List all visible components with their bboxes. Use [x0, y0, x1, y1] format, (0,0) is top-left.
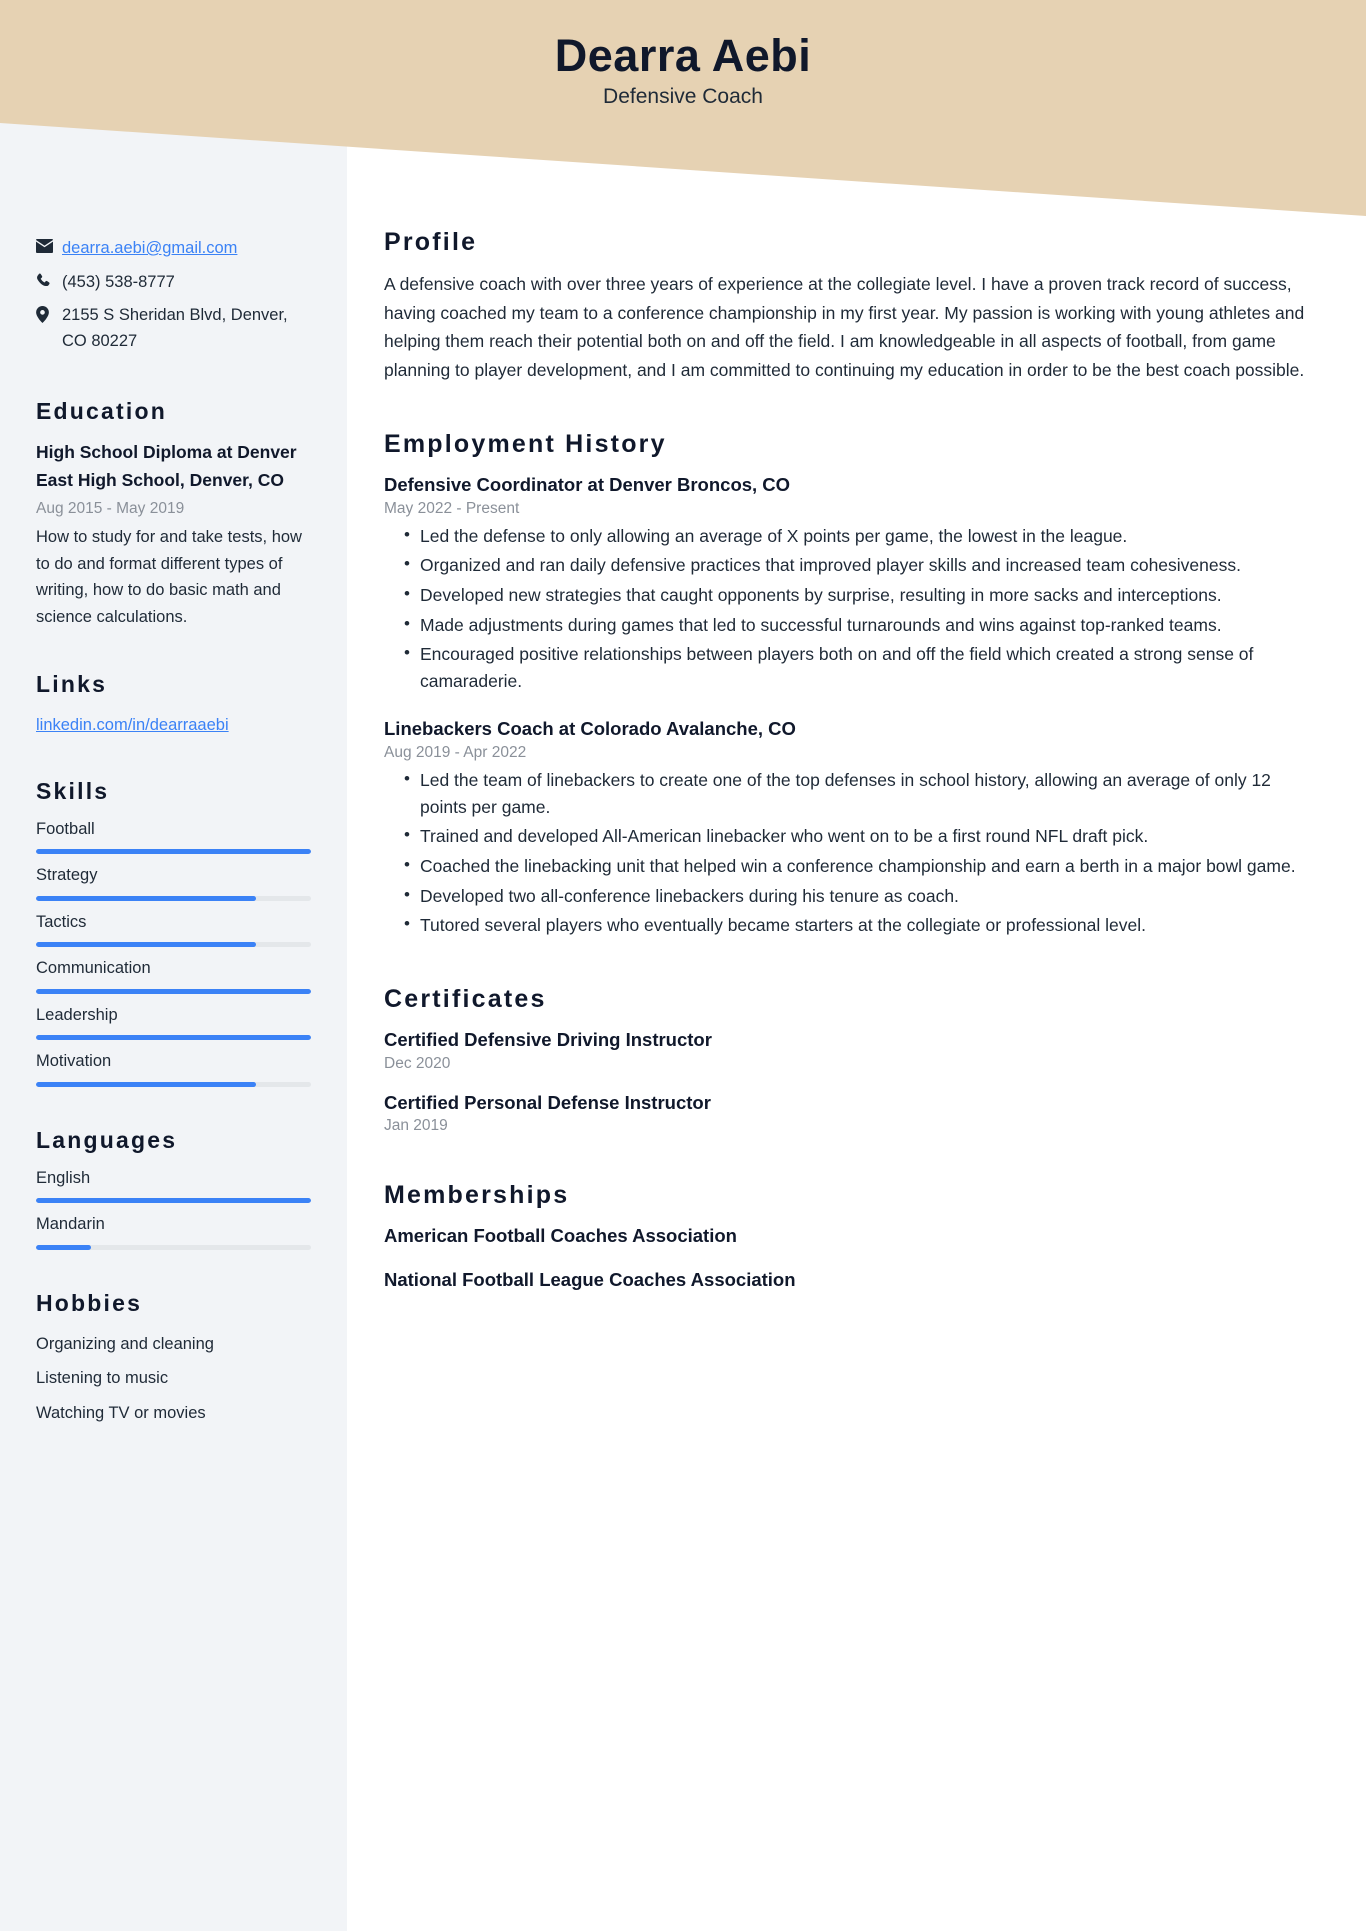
languages-heading: Languages	[36, 1126, 178, 1153]
skill-label: Tactics	[36, 912, 87, 931]
hobbies-list	[36, 1331, 311, 1427]
education-entry	[36, 439, 311, 630]
skill-label: Motivation	[36, 1052, 112, 1071]
education-heading: Education	[36, 398, 167, 425]
skill-bar-track	[36, 1082, 311, 1087]
employment-entry	[384, 472, 1306, 694]
skills-heading: Skills	[36, 778, 110, 805]
job-bullet: • Tutored several players who eventually became starters at the collegiate or professional level.	[384, 912, 1306, 939]
skill-bar-fill	[36, 1082, 256, 1087]
language-label: Mandarin	[36, 1215, 105, 1234]
sidebar	[0, 0, 347, 1435]
header-subtitle: Defensive Coach	[603, 84, 763, 108]
profile-text: A defensive coach with over three years of experience at the collegiate level. I have a proven track record of success, having coached my team to a conference championship in my first year. My passion is working with young athletes and helping them reach their potential both on and off the field. I am knowledgeable in all aspects of football, from game planning to player development, and I am committed to continuing my education in order to be the best coach possible.	[384, 274, 1305, 380]
skill-label: Communication	[36, 959, 151, 978]
skill-label: Football	[36, 820, 95, 839]
employment-entry	[384, 716, 1306, 938]
links-heading: Links	[36, 670, 108, 697]
education-description: How to study for and take tests, how to do and format different types of writing, how to do basic math and science calculations.	[36, 527, 302, 626]
certificate-name: Certified Personal Defense Instructor	[384, 1091, 711, 1113]
membership-item: National Football League Coaches Association	[384, 1269, 796, 1291]
hobby-item: Watching TV or movies	[36, 1403, 206, 1422]
phone-icon	[36, 270, 62, 288]
job-title: Defensive Coordinator at Denver Broncos, CO	[384, 474, 791, 496]
certificates-heading: Certificates	[384, 984, 547, 1013]
profile-heading: Profile	[384, 228, 478, 256]
certificate-date: Dec 2020	[384, 1054, 451, 1072]
membership-item: American Football Coaches Association	[384, 1225, 737, 1247]
skill-bar-track	[36, 942, 311, 947]
skill-bar-fill	[36, 942, 256, 947]
linkedin-link[interactable]: linkedin.com/in/dearraaebi	[36, 715, 229, 734]
certificate-entry	[384, 1027, 1306, 1073]
skill-bar-fill	[36, 989, 311, 994]
location-pin-icon	[36, 303, 62, 323]
skill-label: Strategy	[36, 866, 98, 885]
job-date: May 2022 - Present	[384, 499, 520, 517]
hobby-item: Organizing and cleaning	[36, 1334, 214, 1353]
job-bullet: • Encouraged positive relationships between players both on and off the field which created a strong sense of camaraderie.	[384, 641, 1306, 694]
skill-item	[36, 865, 311, 900]
certificate-entry	[384, 1090, 1306, 1136]
skill-item	[36, 912, 311, 947]
page-title: Dearra Aebi	[554, 30, 812, 81]
skill-bar-fill	[36, 1035, 311, 1040]
job-bullet: • Led the team of linebackers to create one of the top defenses in school history, allowing an average of only 12 points per game.	[384, 767, 1306, 820]
language-bar-track	[36, 1198, 311, 1203]
job-bullet: • Trained and developed All-American linebacker who went on to be a first round NFL draft pick.	[384, 823, 1306, 850]
job-title: Linebackers Coach at Colorado Avalanche, CO	[384, 718, 796, 740]
skill-item	[36, 1005, 311, 1040]
language-bar-track	[36, 1245, 311, 1250]
language-item	[36, 1214, 311, 1249]
contact-email-row	[36, 236, 311, 262]
job-bullet-list	[384, 523, 1306, 695]
skill-bar-fill	[36, 849, 311, 854]
email-link[interactable]: dearra.aebi@gmail.com	[62, 239, 238, 257]
certificate-date: Jan 2019	[384, 1117, 448, 1135]
hobby-item: Listening to music	[36, 1369, 169, 1388]
contact-address-row	[36, 303, 311, 354]
skill-bar-track	[36, 849, 311, 854]
skill-item	[36, 958, 311, 993]
phone-value: (453) 538-8777	[62, 272, 175, 291]
skill-bar-fill	[36, 896, 256, 901]
skill-bar-track	[36, 1035, 311, 1040]
email-value	[62, 236, 311, 262]
language-label: English	[36, 1168, 91, 1187]
job-bullet: • Organized and ran daily defensive practices that improved player skills and increased team cohesiveness.	[384, 552, 1306, 579]
skill-item	[36, 819, 311, 854]
employment-heading: Employment History	[384, 430, 667, 459]
skill-label: Leadership	[36, 1005, 118, 1024]
languages-list	[36, 1168, 311, 1250]
skill-bar-track	[36, 989, 311, 994]
skills-list	[36, 819, 311, 1087]
certificate-name: Certified Defensive Driving Instructor	[384, 1028, 712, 1050]
envelope-icon	[36, 236, 62, 253]
memberships-heading: Memberships	[384, 1181, 570, 1210]
job-bullet-list	[384, 767, 1306, 939]
language-bar-fill	[36, 1245, 91, 1250]
job-bullet: • Made adjustments during games that led to successful turnarounds and wins against top-ranked teams.	[384, 612, 1306, 639]
contact-phone-row	[36, 270, 311, 296]
language-bar-fill	[36, 1198, 311, 1203]
skill-item	[36, 1051, 311, 1086]
job-bullet: • Coached the linebacking unit that helped win a conference championship and earn a berth in a major bowl game.	[384, 853, 1306, 880]
job-bullet: • Developed new strategies that caught opponents by surprise, resulting in more sacks and interceptions.	[384, 582, 1306, 609]
job-date: Aug 2019 - Apr 2022	[384, 744, 527, 762]
job-bullet: • Led the defense to only allowing an average of X points per game, the lowest in the league.	[384, 523, 1306, 550]
skill-bar-track	[36, 896, 311, 901]
job-bullet: • Developed two all-conference linebackers during his tenure as coach.	[384, 883, 1306, 910]
education-date: Aug 2015 - May 2019	[36, 499, 185, 517]
education-title: High School Diploma at Denver East High School, Denver, CO	[36, 442, 297, 490]
hobbies-heading: Hobbies	[36, 1289, 143, 1316]
resume-header	[0, 30, 1366, 109]
address-value: 2155 S Sheridan Blvd, Denver, CO 80227	[62, 306, 288, 350]
language-item	[36, 1168, 311, 1203]
